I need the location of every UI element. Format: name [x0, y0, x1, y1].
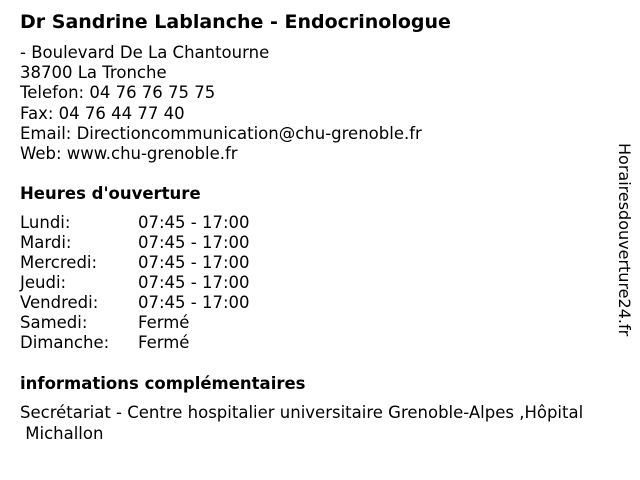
- info-line: Michallon: [20, 423, 104, 443]
- address-street: - Boulevard De La Chantourne: [20, 43, 270, 62]
- day-label: Mardi:: [20, 233, 72, 252]
- hours-heading: Heures d'ouverture: [20, 184, 201, 203]
- contact-block: [20, 43, 422, 164]
- website: Web: www.chu-grenoble.fr: [20, 143, 238, 163]
- time-value: Fermé: [138, 333, 190, 352]
- time-value: 07:45 - 17:00: [138, 233, 250, 252]
- day-label: Dimanche:: [20, 333, 110, 352]
- time-value: 07:45 - 17:00: [138, 293, 250, 312]
- phone-number: Telefon: 04 76 76 75 75: [20, 83, 216, 103]
- time-value: Fermé: [138, 313, 190, 332]
- address-city: 38700 La Tronche: [20, 63, 167, 83]
- info-heading: informations complémentaires: [20, 374, 306, 393]
- day-label: Mercredi:: [20, 253, 98, 272]
- time-value: 07:45 - 17:00: [138, 213, 250, 232]
- fax-number: Fax: 04 76 44 77 40: [20, 103, 185, 123]
- side-watermark: [612, 135, 636, 345]
- day-label: Jeudi:: [20, 273, 67, 292]
- day-label: Lundi:: [20, 213, 71, 232]
- day-label: Vendredi:: [20, 293, 99, 312]
- page-title: Dr Sandrine Lablanche - Endocrinologue: [20, 11, 451, 33]
- info-line: Secrétariat - Centre hospitalier universitaire Grenoble-Alpes ,Hôpital: [20, 403, 584, 422]
- email-address: Email: Directioncommunication@chu-grenoble.fr: [20, 123, 422, 143]
- day-label: Samedi:: [20, 313, 88, 332]
- time-value: 07:45 - 17:00: [138, 253, 250, 272]
- watermark-text: Horairesdouverture24.fr: [615, 143, 634, 337]
- additional-info: [20, 403, 620, 444]
- time-value: 07:45 - 17:00: [138, 273, 250, 292]
